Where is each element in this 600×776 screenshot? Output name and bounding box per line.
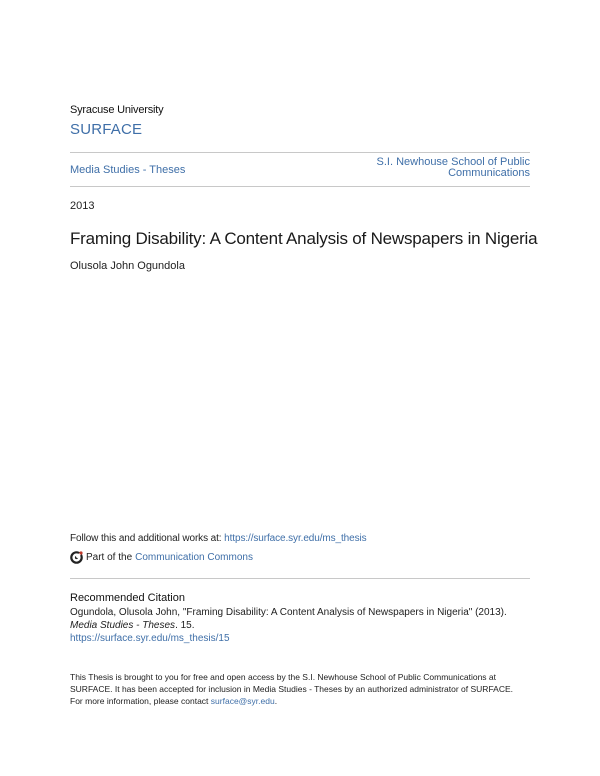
publication-year: 2013 [70, 200, 95, 212]
citation-url-link[interactable]: https://surface.syr.edu/ms_thesis/15 [70, 633, 230, 644]
commons-network-icon [70, 551, 83, 564]
school-line-2: Communications [448, 167, 530, 179]
middle-divider [70, 186, 530, 187]
repository-link[interactable]: SURFACE [70, 121, 143, 138]
access-statement [70, 671, 530, 707]
follow-url-link[interactable]: https://surface.syr.edu/ms_thesis [224, 533, 367, 544]
citation-block [70, 606, 530, 645]
series-link[interactable]: Media Studies - Theses [70, 164, 186, 176]
footer-line-3-prefix: For more information, please contact [70, 696, 211, 706]
recommended-citation-heading: Recommended Citation [70, 592, 185, 604]
communication-commons-link[interactable]: Communication Commons [135, 552, 253, 563]
citation-number: . 15. [175, 620, 195, 631]
follow-line [70, 533, 367, 544]
part-of-line [70, 551, 253, 564]
top-divider [70, 152, 530, 153]
university-name: Syracuse University [70, 104, 164, 116]
school-link[interactable] [330, 157, 530, 179]
citation-series: Media Studies - Theses [70, 620, 176, 631]
author-name: Olusola John Ogundola [70, 260, 185, 272]
footer-line-2: SURFACE. It has been accepted for inclusion in Media Studies - Theses by an authorized administrator of SURFACE. [70, 684, 514, 694]
contact-email-link[interactable]: surface@syr.edu [210, 696, 275, 706]
part-of-prefix: Part of the [86, 552, 133, 563]
follow-text: Follow this and additional works at: [70, 533, 225, 544]
citation-text: Ogundola, Olusola John, "Framing Disability: A Content Analysis of Newspapers in Nigeria" (2013). [70, 607, 507, 618]
school-line-1: S.I. Newhouse School of Public [376, 156, 530, 168]
footer-line-1: This Thesis is brought to you for free and open access by the S.I. Newhouse School of Public Communications at [70, 672, 497, 682]
document-title: Framing Disability: A Content Analysis of Newspapers in Nigeria [70, 229, 538, 248]
footer-line-3-suffix: . [274, 696, 278, 706]
citation-divider [70, 578, 530, 579]
